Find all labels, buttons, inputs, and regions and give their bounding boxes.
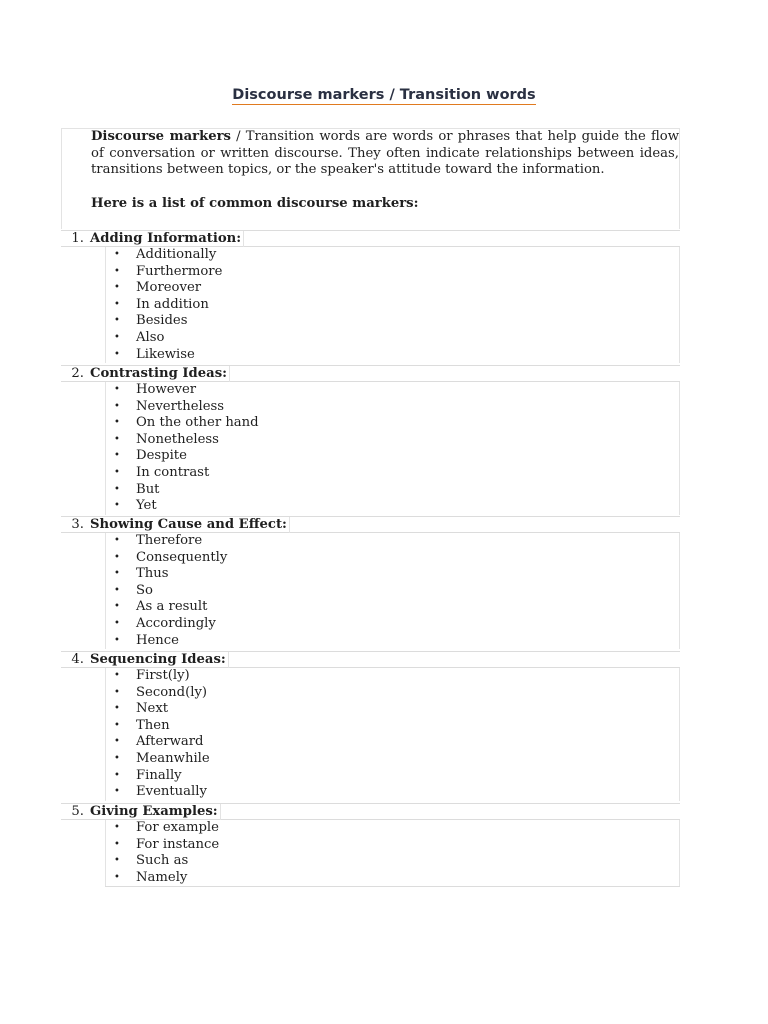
bullet-icon: • [114,535,120,546]
bullet-icon: • [114,871,120,883]
list-item-text: Nonetheless [136,431,219,447]
section-heading-row [61,651,680,668]
list-item [106,432,679,449]
list-item-text: Namely [136,869,188,885]
list-item [106,482,679,499]
list-item [106,768,679,785]
bullet-icon: • [114,332,120,343]
section-number: 5. [71,804,84,819]
section-heading-row [61,230,680,247]
bullet-icon: • [114,855,120,867]
list-item-text: Consequently [136,549,228,565]
list-item-text: Thus [136,566,169,582]
list-item [106,297,679,314]
list-item [106,837,679,854]
section-heading: Adding Information: [90,231,244,247]
list-item-text: First(ly) [136,668,190,683]
list-item [106,701,679,718]
list-item [106,498,679,515]
list-item [106,616,679,633]
list-item [106,751,679,768]
bullet-icon: • [114,417,120,429]
list-item-text: Furthermore [136,263,223,279]
list-item [106,247,679,264]
list-item-text: Besides [136,313,188,329]
section-heading: Sequencing Ideas: [90,652,229,668]
list-item-text: Then [136,717,170,733]
intro-paragraph [91,129,679,179]
bullet-icon: • [114,601,120,613]
list-bottom-border [105,886,680,887]
bullet-list [105,533,680,649]
list-item-text: Second(ly) [136,684,208,700]
bullet-icon: • [114,500,120,512]
bullet-icon: • [114,769,120,781]
section-heading-row [61,803,680,820]
list-item [106,820,679,837]
list-item [106,566,679,583]
list-item-text: Eventually [136,784,207,800]
list-item [106,870,679,887]
bullet-icon: • [114,450,120,462]
list-item-text: Next [136,701,169,717]
document-title-text: Discourse markers / Transition words [232,87,536,103]
list-item [106,734,679,751]
list-item [106,465,679,482]
list-item-text: As a result [136,599,208,615]
bullet-icon: • [114,348,120,360]
list-item [106,313,679,330]
list-item-text: On the other hand [136,415,259,431]
bullet-icon: • [114,618,120,629]
list-item [106,330,679,347]
section-number: 2. [71,366,84,381]
list-item [106,550,679,567]
bullet-icon: • [114,265,120,277]
section-number: 4. [71,652,84,667]
section-number: 3. [71,517,84,532]
list-item [106,718,679,735]
list-item-text: Nevertheless [136,398,225,414]
list-item [106,264,679,281]
list-item-text: Likewise [136,346,195,362]
bullet-list [105,820,680,886]
intro-bold-term: Discourse markers [91,129,231,144]
list-item-text: Therefore [136,533,203,548]
list-item [106,784,679,801]
section-heading: Contrasting Ideas: [90,366,230,382]
intro-box [61,128,680,229]
bullet-icon: • [114,753,120,764]
bullet-icon: • [114,483,120,495]
list-item-text: Meanwhile [136,751,210,766]
bullet-icon: • [114,736,120,748]
list-item [106,347,679,364]
bullet-icon: • [114,719,120,731]
bullet-icon: • [114,838,120,850]
list-item-text: Additionally [136,247,217,262]
list-item [106,533,679,550]
bullet-list [105,382,680,515]
bullet-icon: • [114,249,120,260]
list-item [106,633,679,650]
section-heading-row [61,516,680,533]
list-item-text: Despite [136,448,187,464]
bullet-list [105,668,680,801]
list-item [106,668,679,685]
bullet-icon: • [114,282,120,294]
list-item [106,685,679,702]
list-item-text: Moreover [136,280,202,296]
document-title [0,87,768,103]
list-item-text: For instance [136,836,220,852]
bullet-icon: • [114,315,120,327]
list-item-text: So [136,582,153,598]
bullet-list [105,247,680,363]
list-item-text: Finally [136,767,182,783]
list-item-text: But [136,481,160,497]
bullet-icon: • [114,433,120,445]
bullet-icon: • [114,670,120,681]
list-item-text: Hence [136,632,179,648]
bullet-icon: • [114,568,120,580]
list-item-text: For example [136,820,219,835]
list-item-text: Such as [136,853,189,869]
intro-text: / Transition words are words or phrases that help guide the flow of conversation or written discourse. They often indicate relationships between ideas, transitions between topics, or the speaker's attitude toward the information. [91,129,679,177]
section-heading: Showing Cause and Effect: [90,517,290,533]
bullet-icon: • [114,467,120,478]
intro-lead: Here is a list of common discourse markers: [91,196,419,211]
section-heading: Giving Examples: [90,804,221,820]
bullet-icon: • [114,584,120,596]
list-item-text: Yet [136,498,157,514]
list-item [106,599,679,616]
list-item-text: Accordingly [136,616,216,631]
list-item [106,382,679,399]
list-item [106,448,679,465]
list-item-text: In addition [136,296,209,312]
list-item-text: However [136,382,197,397]
list-item-text: In contrast [136,465,210,480]
bullet-icon: • [114,384,120,395]
section-heading-row [61,365,680,382]
list-item [106,853,679,870]
bullet-icon: • [114,786,120,798]
bullet-icon: • [114,298,120,310]
bullet-icon: • [114,703,120,715]
bullet-icon: • [114,551,120,563]
bullet-icon: • [114,634,120,646]
section-number: 1. [71,231,84,246]
bullet-icon: • [114,400,120,412]
list-item-text: Afterward [136,734,204,750]
list-item [106,399,679,416]
bullet-icon: • [114,686,120,698]
list-item-text: Also [136,330,165,345]
list-item [106,280,679,297]
bullet-icon: • [114,822,120,833]
list-item [106,415,679,432]
list-item [106,583,679,600]
